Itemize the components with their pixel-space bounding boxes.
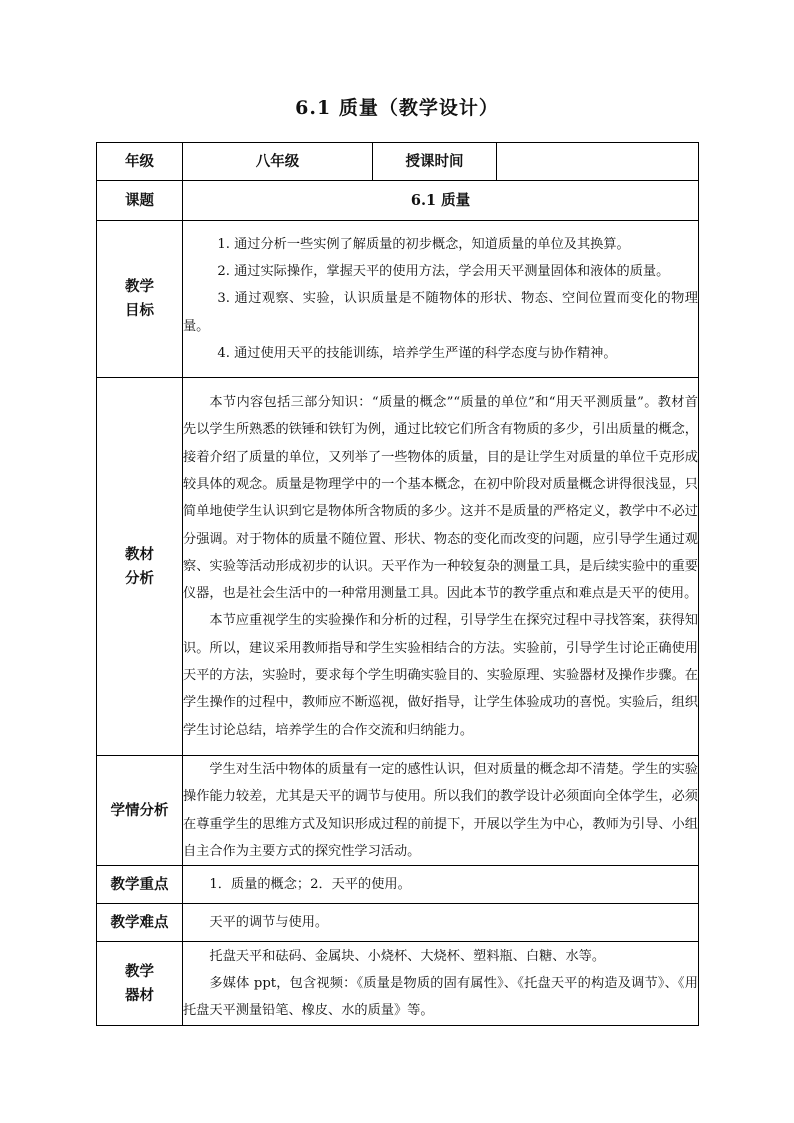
key-points-content xyxy=(183,866,699,904)
difficulty-content xyxy=(183,904,699,942)
objectives-label-line1: 教学 xyxy=(125,278,154,295)
difficulty-text: 天平的调节与使用。 xyxy=(209,915,329,931)
time-value xyxy=(497,143,699,181)
document-title: 6.1 质量（教学设计） xyxy=(295,97,499,119)
equipment-content xyxy=(183,942,699,1026)
objective-item: 2. 通过实际操作，掌握天平的使用方法，学会用天平测量固体和液体的质量。 xyxy=(217,264,670,280)
material-paragraph: 本节内容包括三部分知识：“质量的概念”“质量的单位”和“用天平测质量”。教材首先以学生所熟悉的铁锤和铁钉为例，通过比较它们所含有物质的多少，引出质量的概念，接着介绍了质量的单位，又列举了一些物体的质量，目的是让学生对质量的单位千克形成较具体的观念。质量是物理学中的一个基本概念，在初中阶段对质量概念讲得很浅显，只简单地使学生认识到它是物体所含物质的多少。这并不是质量的严格定义，教学中不必过分强调。对于物体的质量不随位置、形状、物态的变化而改变的问题，应引导学生通过观察、实验等活动形成初步的认识。天平作为一种较复杂的测量工具，是后续实验中的重要仪器，也是社会生活中的一种常用测量工具。因此本节的教学重点和难点是天平的使用。 xyxy=(183,395,698,602)
grade-label: 年级 xyxy=(97,143,183,181)
equipment-label-line1: 教学 xyxy=(125,962,154,980)
grade-value: 八年级 xyxy=(183,143,373,181)
objective-item: 1. 通过分析一些实例了解质量的初步概念，知道质量的单位及其换算。 xyxy=(217,236,630,252)
difficulty-row xyxy=(97,904,699,942)
equipment-label-line2: 器材 xyxy=(125,986,154,1004)
material-analysis-content xyxy=(183,378,699,756)
objective-item: 4. 通过使用天平的技能训练，培养学生严谨的科学态度与协作精神。 xyxy=(217,345,617,361)
time-label: 授课时间 xyxy=(373,143,497,181)
objectives-label-line2: 目标 xyxy=(125,302,154,319)
key-points-label: 教学重点 xyxy=(97,866,183,904)
material-label-line2: 分析 xyxy=(125,569,154,587)
material-analysis-label xyxy=(97,378,183,756)
grade-row xyxy=(97,143,699,181)
material-paragraph: 本节应重视学生的实验操作和分析的过程，引导学生在探究过程中寻找答案，获得知识。所以，建议采用教师指导和学生实验相结合的方法。实验前，引导学生讨论正确使用天平的方法，实验时，要求每个学生明确实验目的、实验原理、实验器材及操作步骤。在学生操作的过程中，教师应不断巡视，做好指导，让学生体验成功的喜悦。实验后，组织学生讨论总结，培养学生的合作交流和归纳能力。 xyxy=(183,613,698,738)
key-points-row xyxy=(97,866,699,904)
key-points-text: 1．质量的概念；2．天平的使用。 xyxy=(209,877,411,893)
objectives-row xyxy=(97,221,699,378)
objective-item: 3. 通过观察、实验，认识质量是不随物体的形状、物态、空间位置而变化的物理量。 xyxy=(183,291,698,334)
equipment-row xyxy=(97,942,699,1026)
topic-row xyxy=(97,181,699,221)
student-analysis-row xyxy=(97,756,699,866)
equipment-paragraph: 多媒体 ppt，包含视频：《质量是物质的固有属性》、《托盘天平的构造及调节》、《用托盘天平测量铅笔、橡皮、水的质量》等。 xyxy=(183,976,698,1019)
objectives-content xyxy=(183,221,699,378)
topic-value: 6.1 质量 xyxy=(183,181,699,221)
material-label-line1: 教材 xyxy=(125,545,154,563)
topic-label: 课题 xyxy=(97,181,183,221)
objectives-label xyxy=(97,221,183,378)
equipment-label xyxy=(97,942,183,1026)
material-analysis-row xyxy=(97,378,699,756)
student-analysis-label: 学情分析 xyxy=(97,756,183,866)
student-analysis-text: 学生对生活中物体的质量有一定的感性认识，但对质量的概念却不清楚。学生的实验操作能力较差，尤其是天平的调节与使用。所以我们的教学设计必须面向全体学生，必须在尊重学生的思维方式及知识形成过程的前提下，开展以学生为中心，教师为引导、小组自主合作为主要方式的探究性学习活动。 xyxy=(183,762,698,859)
lesson-plan-table xyxy=(96,142,699,1026)
difficulty-label: 教学难点 xyxy=(97,904,183,942)
student-analysis-content xyxy=(183,756,699,866)
equipment-paragraph: 托盘天平和砝码、金属块、小烧杯、大烧杯、塑料瓶、白糖、水等。 xyxy=(209,948,606,964)
